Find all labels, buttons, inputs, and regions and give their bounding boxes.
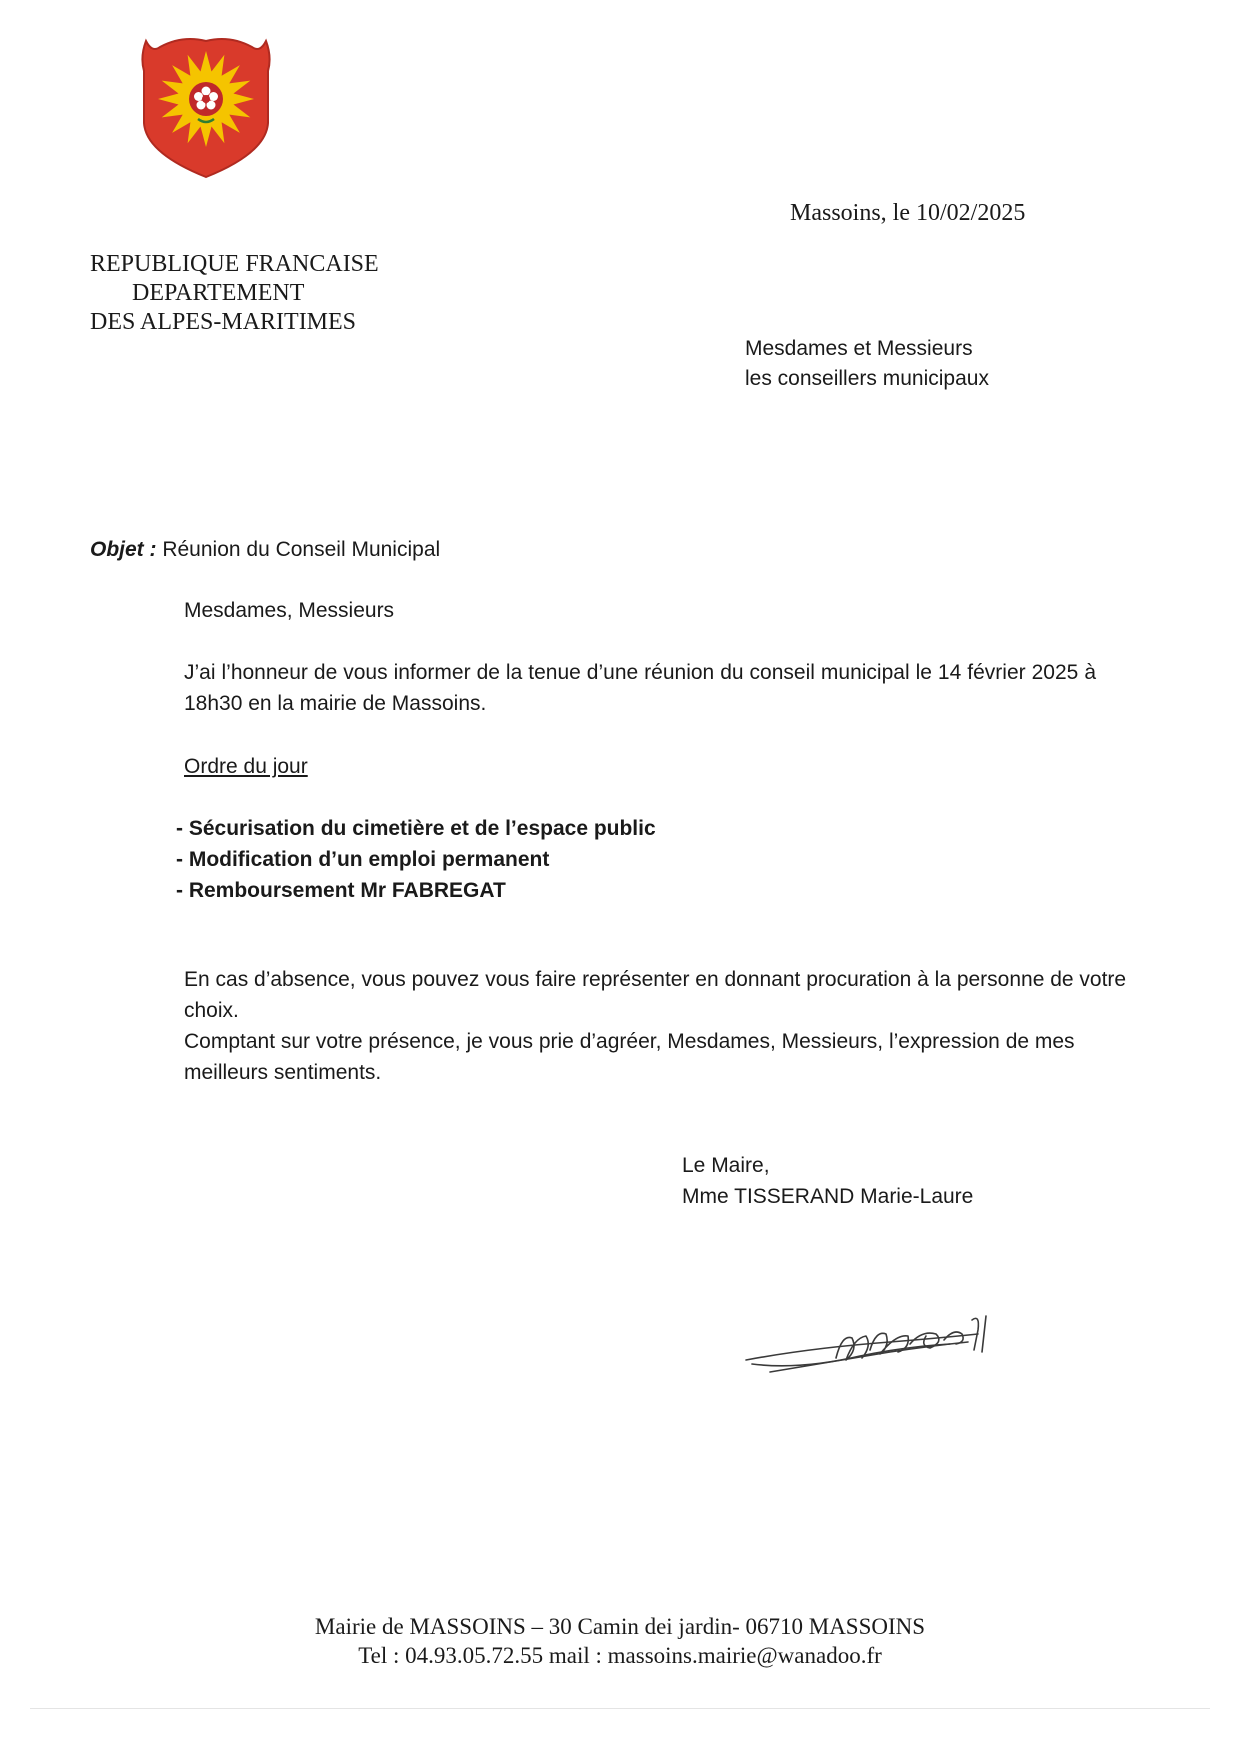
agenda-list xyxy=(176,813,656,906)
subject-line xyxy=(90,538,440,562)
closing-paragraph-absence: En cas d’absence, vous pouvez vous faire représenter en donnant procuration à la personne de votre choix. xyxy=(184,968,1127,1022)
agenda-item: - Sécurisation du cimetière et de l’espace public xyxy=(176,817,656,840)
administrative-header xyxy=(90,250,379,337)
salutation: Mesdames, Messieurs xyxy=(184,599,395,622)
letter-date: Massoins, le 10/02/2025 xyxy=(790,200,1026,226)
footer-contact: Tel : 04.93.05.72.55 mail : massoins.mairie@wanadoo.fr xyxy=(358,1643,882,1668)
subject-text: Réunion du Conseil Municipal xyxy=(156,538,441,561)
agenda-item: - Modification d’un emploi permanent xyxy=(176,848,550,871)
subject-label: Objet : xyxy=(90,538,157,561)
closing-block xyxy=(184,964,1154,1088)
recipient-line: Mesdames et Messieurs xyxy=(745,337,973,360)
signature-icon xyxy=(740,1300,1010,1380)
signoff-name: Mme TISSERAND Marie-Laure xyxy=(682,1185,974,1208)
recipient-block xyxy=(745,334,989,394)
agenda-item: - Remboursement Mr FABREGAT xyxy=(176,879,506,902)
letter-footer xyxy=(0,1612,1240,1670)
admin-line-region: DES ALPES-MARITIMES xyxy=(90,309,357,335)
signoff-title: Le Maire, xyxy=(682,1154,770,1177)
scan-edge-divider xyxy=(30,1708,1210,1709)
closing-paragraph-regards: Comptant sur votre présence, je vous prie d’agréer, Mesdames, Messieurs, l’expression de mes meilleurs sentiments. xyxy=(184,1030,1075,1084)
agenda-title: Ordre du jour xyxy=(184,755,308,778)
admin-line-department: DEPARTEMENT xyxy=(132,280,305,306)
intro-paragraph: J’ai l’honneur de vous informer de la tenue d’une réunion du conseil municipal le 14 février 2025 à 18h30 en la mairie de Massoins. xyxy=(184,661,1096,715)
signoff-block xyxy=(682,1150,973,1212)
recipient-line: les conseillers municipaux xyxy=(745,367,989,390)
admin-line-republic: REPUBLIQUE FRANCAISE xyxy=(90,251,379,277)
footer-address: Mairie de MASSOINS – 30 Camin dei jardin- 06710 MASSOINS xyxy=(314,1614,926,1639)
coat-of-arms-icon xyxy=(138,27,274,179)
